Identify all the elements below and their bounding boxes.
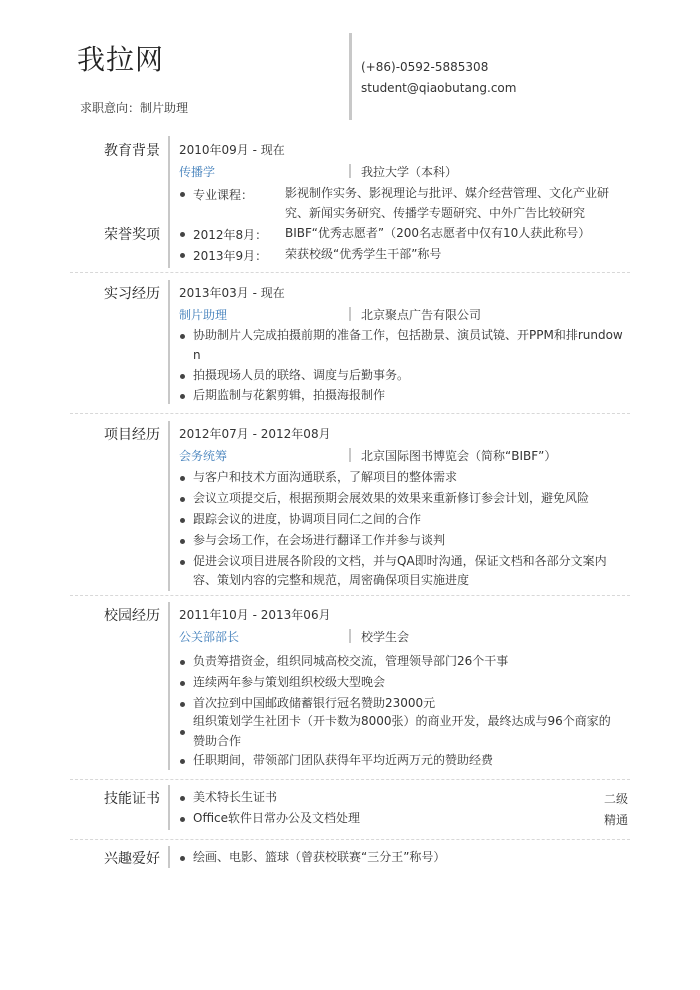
bullet-dot <box>180 232 185 237</box>
course-line-2: 究、新闻实务研究、传播学专题研究、中外广告比较研究 <box>285 206 586 220</box>
bullet-dot <box>180 660 185 665</box>
header-divider <box>349 33 352 120</box>
project-bullet: 跟踪会议的进度，协调项目同仁之间的合作 <box>193 512 422 526</box>
section-title-hobbies: 兴趣爱好 <box>104 851 160 867</box>
project-bullet-cont: 容、策划内容的完整和规范，周密确保项目实施进度 <box>193 573 470 587</box>
campus-bullet: 连续两年参与策划组织校级大型晚会 <box>193 675 386 689</box>
honor-text: BIBF“优秀志愿者”（200名志愿者中仅有10人获此称号） <box>285 226 591 240</box>
bullet-dot <box>180 730 185 735</box>
bullet-dot <box>180 560 185 565</box>
internship-bullet-cont: n <box>193 348 201 362</box>
section-title-internship: 实习经历 <box>104 286 160 302</box>
internship-bullet: 拍摄现场人员的联络、调度与后勤事务。 <box>193 368 410 382</box>
hobbies-text: 绘画、电影、篮球（曾获校联赛“三分王”称号） <box>193 850 446 864</box>
section-title-education: 教育背景 <box>104 143 160 159</box>
skill-name: Office软件日常办公及文档处理 <box>193 811 361 825</box>
honor-date: 2012年8月： <box>193 228 268 242</box>
campus-bullet: 任职期间，带领部门团队获得年平均近两万元的赞助经费 <box>193 753 494 767</box>
internship-divider <box>349 307 351 321</box>
section-title-honors: 荣誉奖项 <box>104 227 160 243</box>
section-line-skills <box>168 785 170 830</box>
section-separator <box>70 413 630 415</box>
honor-date: 2013年9月： <box>193 249 268 263</box>
bullet-dot <box>180 817 185 822</box>
section-separator <box>70 595 630 597</box>
project-bullet: 促进会议项目进展各阶段的文档，并与QA即时沟通，保证文档和各部分文案内 <box>193 554 607 568</box>
section-line-campus <box>168 602 170 770</box>
education-period: 2010年09月 - 现在 <box>179 143 285 157</box>
bullet-dot <box>180 476 185 481</box>
campus-org: 校学生会 <box>361 630 410 644</box>
bullet-dot <box>180 497 185 502</box>
bullet-dot <box>180 856 185 861</box>
campus-bullet-cont: 赞助合作 <box>193 734 242 748</box>
phone-number: (+86)-0592-5885308 <box>361 60 489 74</box>
bullet-dot <box>180 192 185 197</box>
project-role: 会务统筹 <box>179 449 228 463</box>
course-label: 专业课程： <box>193 188 254 202</box>
skill-name: 美术特长生证书 <box>193 790 278 804</box>
section-line-internship <box>168 280 170 404</box>
bullet-dot <box>180 702 185 707</box>
bullet-dot <box>180 681 185 686</box>
section-line-education <box>168 136 170 268</box>
project-bullet: 与客户和技术方面沟通联系，了解项目的整体需求 <box>193 470 458 484</box>
job-intent: 求职意向：制片助理 <box>80 101 189 115</box>
education-school: 我拉大学（本科） <box>361 165 458 179</box>
campus-bullet: 首次拉到中国邮政储蓄银行冠名赞助23000元 <box>193 696 436 710</box>
internship-org: 北京聚点广告有限公司 <box>361 308 482 322</box>
section-line-hobbies <box>168 846 170 868</box>
bullet-dot <box>180 539 185 544</box>
skill-level: 二级 <box>603 792 628 806</box>
project-bullet: 参与会场工作，在会场进行翻译工作并参与谈判 <box>193 533 446 547</box>
section-separator <box>70 779 630 781</box>
email-address: student@qiaobutang.com <box>361 81 517 95</box>
section-title-campus: 校园经历 <box>104 608 160 624</box>
skill-level: 精通 <box>603 813 628 827</box>
candidate-name: 我拉网 <box>77 43 165 76</box>
campus-period: 2011年10月 - 2013年06月 <box>179 608 331 622</box>
bullet-dot <box>180 759 185 764</box>
education-divider <box>349 164 351 178</box>
bullet-dot <box>180 796 185 801</box>
bullet-dot <box>180 334 185 339</box>
section-separator <box>70 272 630 274</box>
bullet-dot <box>180 394 185 399</box>
campus-role: 公关部部长 <box>179 630 240 644</box>
internship-bullet: 协助制片人完成拍摄前期的准备工作，包括勘景、演员试镜、开PPM和排rundow <box>193 328 623 342</box>
section-title-project: 项目经历 <box>104 427 160 443</box>
internship-role: 制片助理 <box>179 308 228 322</box>
project-org: 北京国际图书博览会（简称“BIBF”） <box>361 449 557 463</box>
honor-text: 荣获校级“优秀学生干部”称号 <box>285 247 442 261</box>
section-line-project <box>168 421 170 591</box>
bullet-dot <box>180 518 185 523</box>
section-title-skills: 技能证书 <box>104 791 160 807</box>
internship-bullet: 后期监制与花絮剪辑，拍摄海报制作 <box>193 388 386 402</box>
section-separator <box>70 839 630 841</box>
bullet-dot <box>180 374 185 379</box>
project-bullet: 会议立项提交后，根据预期会展效果的效果来重新修订参会计划，避免风险 <box>193 491 590 505</box>
bullet-dot <box>180 253 185 258</box>
education-major: 传播学 <box>179 165 216 179</box>
internship-period: 2013年03月 - 现在 <box>179 286 285 300</box>
project-divider <box>349 448 351 462</box>
course-line-1: 影视制作实务、影视理论与批评、媒介经营管理、文化产业研 <box>285 186 610 200</box>
campus-divider <box>349 629 351 643</box>
campus-bullet: 组织策划学生社团卡（开卡数为8000张）的商业开发，最终达成与96个商家的 <box>193 714 611 728</box>
campus-bullet: 负责筹措资金，组织同城高校交流，管理领导部门26个干事 <box>193 654 509 668</box>
project-period: 2012年07月 - 2012年08月 <box>179 427 331 441</box>
